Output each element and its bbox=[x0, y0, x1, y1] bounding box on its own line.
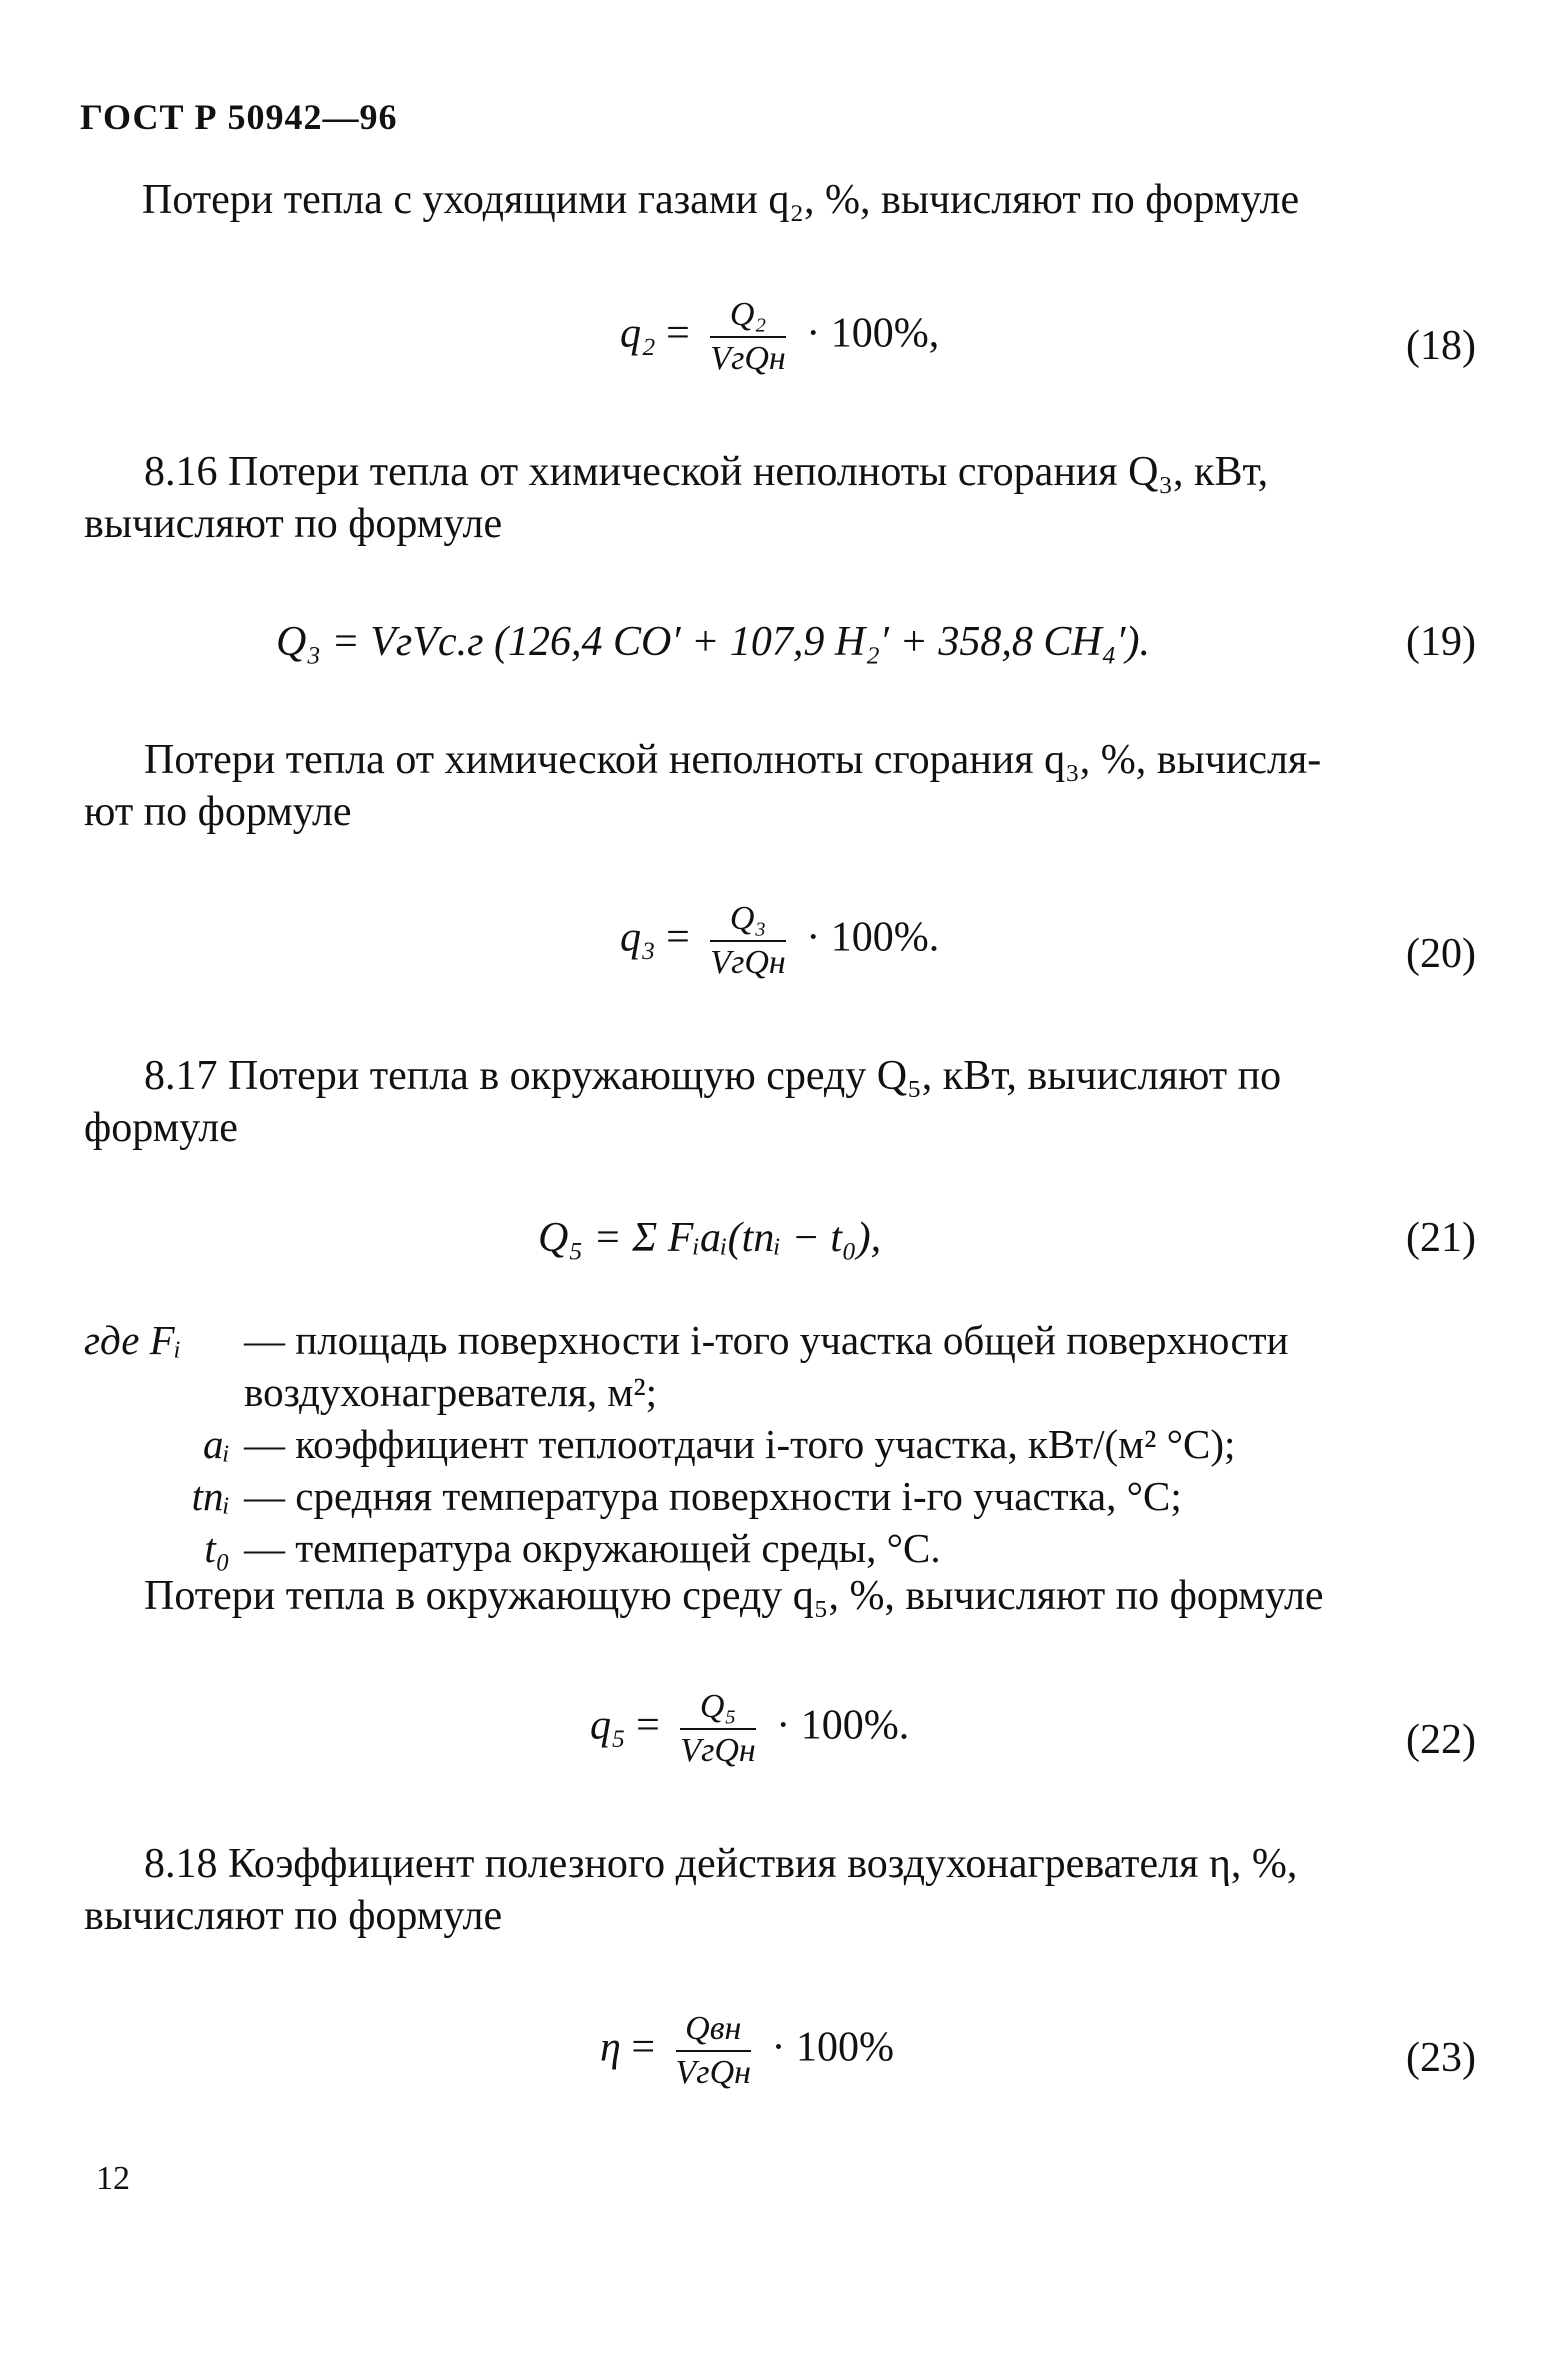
document-header: ГОСТ Р 50942—96 bbox=[80, 97, 398, 137]
formula-20: q₃ = $\frac{\text{Q₃}}{\text{VгQн}}$ · 100%. bbox=[620, 900, 940, 981]
formula-20-lhs: q₃ bbox=[620, 914, 656, 961]
definition-symbol: где Fᵢ bbox=[84, 1317, 182, 1363]
equation-number-21: (21) bbox=[1406, 1215, 1476, 1261]
paragraph-8-16-line2: вычисляют по формуле bbox=[84, 501, 503, 547]
formula-22-fraction bbox=[680, 1688, 755, 1770]
formula-18-lhs: q₂ bbox=[620, 310, 656, 357]
definition-symbol: tпᵢ bbox=[191, 1473, 230, 1519]
formula-18-tail: · 100%, bbox=[806, 310, 940, 357]
equation-number-23: (23) bbox=[1406, 2035, 1476, 2081]
definition-text: — температура окружающей среды, °С. bbox=[244, 1525, 941, 1571]
formula-18-numerator: Q₂ bbox=[710, 296, 785, 338]
paragraph-8-18-line1: 8.18 Коэффициент полезного действия воздухонагревателя η, %, bbox=[144, 1841, 1298, 1887]
formula-23-tail: · 100% bbox=[771, 2024, 894, 2071]
formula-20-tail: · 100%. bbox=[806, 914, 940, 961]
definition-symbol: aᵢ bbox=[203, 1421, 230, 1467]
formula-19: Q₃ = VгVс.г (126,4 CO′ + 107,9 H₂′ + 358,8 CH₄′). bbox=[276, 619, 1150, 665]
formula-23-numerator: Qвн bbox=[676, 2010, 751, 2052]
paragraph-8-16-line1: 8.16 Потери тепла от химической неполноты сгорания Q₃, кВт, bbox=[144, 449, 1269, 495]
paragraph-q2-intro: Потери тепла с уходящими газами q₂, %, вычисляют по формуле bbox=[142, 177, 1300, 223]
paragraph-8-18-line2: вычисляют по формуле bbox=[84, 1893, 503, 1939]
paragraph-q5-intro: Потери тепла в окружающую среду q₅, %, вычисляют по формуле bbox=[144, 1573, 1324, 1619]
formula-22: q₅ = $\frac{\text{Q₅}}{\text{VгQн}}$ · 100%. bbox=[590, 1688, 910, 1769]
formula-20-numerator: Q₃ bbox=[710, 900, 785, 942]
formula-18-fraction bbox=[710, 296, 785, 378]
definition-row bbox=[84, 1470, 1476, 1522]
paragraph-q3-line2: ют по формуле bbox=[84, 789, 352, 835]
formula-23-fraction bbox=[676, 2010, 751, 2092]
equation-number-22: (22) bbox=[1406, 1717, 1476, 1763]
paragraph-8-17-line1: 8.17 Потери тепла в окружающую среду Q₅, кВт, вычисляют по bbox=[144, 1053, 1282, 1099]
variable-definitions bbox=[84, 1314, 1476, 1574]
formula-22-lhs: q₅ bbox=[590, 1702, 626, 1749]
formula-20-denominator: VгQн bbox=[710, 944, 786, 981]
definition-row bbox=[84, 1418, 1476, 1470]
formula-18: q₂ = $\frac{\text{Q₂}}{\text{VгQн}}$ · 100%, bbox=[620, 296, 940, 377]
formula-23: η = $\frac{\text{Qвн}}{\text{VгQн}}$ · 100% bbox=[600, 2010, 894, 2091]
definition-text: — коэффициент теплоотдачи i-того участка, кВт/(м² °С); bbox=[244, 1421, 1236, 1467]
formula-22-numerator: Q₅ bbox=[680, 1688, 755, 1730]
formula-21: Q₅ = Σ Fᵢaᵢ(tпᵢ − t₀), bbox=[538, 1215, 882, 1261]
equation-number-20: (20) bbox=[1406, 931, 1476, 977]
page-number: 12 bbox=[96, 2160, 130, 2197]
formula-18-denominator: VгQн bbox=[710, 340, 786, 377]
formula-22-tail: · 100%. bbox=[776, 1702, 910, 1749]
paragraph-8-17-line2: формуле bbox=[84, 1105, 238, 1151]
formula-23-lhs: η bbox=[600, 2024, 621, 2071]
equation-number-19: (19) bbox=[1406, 619, 1476, 665]
definition-text: — площадь поверхности i-того участка общей поверхности воздухонагревателя, м²; bbox=[244, 1317, 1289, 1415]
definition-row bbox=[84, 1314, 1476, 1418]
definition-symbol: t₀ bbox=[204, 1525, 230, 1571]
paragraph-q3-line1: Потери тепла от химической неполноты сгорания q₃, %, вычисля- bbox=[144, 737, 1322, 783]
formula-20-fraction bbox=[710, 900, 785, 982]
formula-23-denominator: VгQн bbox=[675, 2054, 751, 2091]
equation-number-18: (18) bbox=[1406, 323, 1476, 369]
definition-text: — средняя температура поверхности i-го участка, °С; bbox=[244, 1473, 1182, 1519]
formula-22-denominator: VгQн bbox=[680, 1732, 756, 1769]
